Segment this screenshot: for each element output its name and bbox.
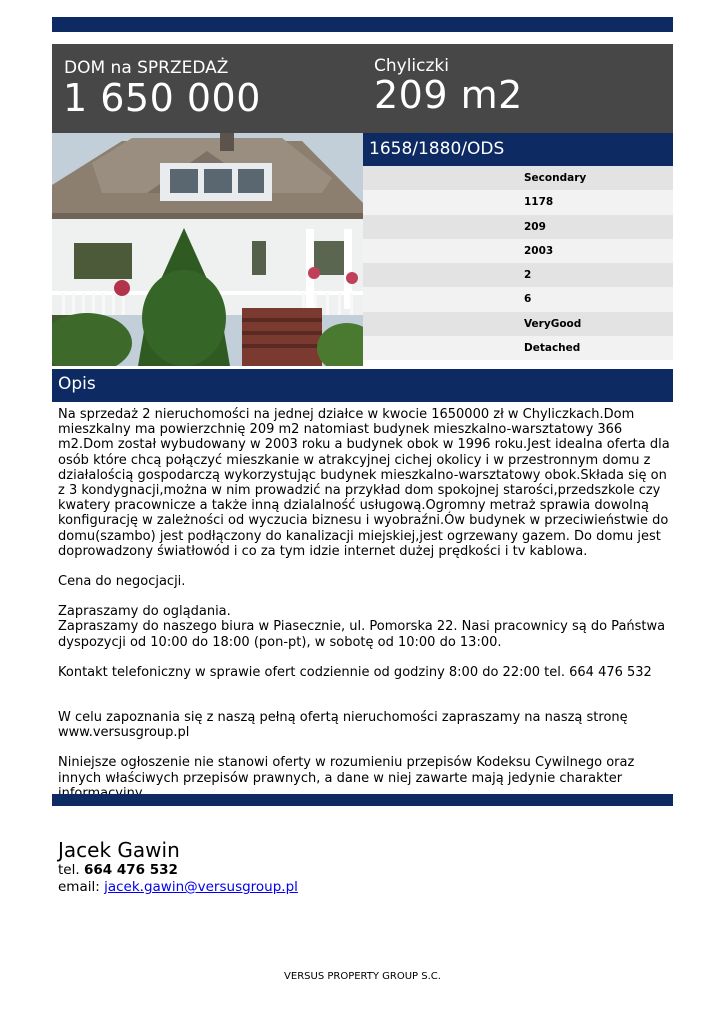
description-heading: Opis [52, 369, 673, 402]
house-photo-icon [52, 133, 363, 366]
agent-phone-line [58, 862, 298, 879]
description-paragraph: Zapraszamy do oglądania. [58, 604, 231, 620]
agent-email-line [58, 879, 298, 896]
description-disclaimer: Niniejsze ogłoszenie nie stanowi oferty w rozumieniu przepisów Kodeksu Cywilnego oraz innych właściwych przepisów prawnych, a dane w niej zawarte mają jedynie charakter [58, 755, 635, 786]
house-photo [52, 133, 363, 366]
property-row-plot-area: 1178 [363, 190, 673, 214]
listing-header [52, 44, 673, 133]
property-row-floors: 2 [363, 263, 673, 287]
footer-company: VERSUS PROPERTY GROUP S.C. [284, 971, 441, 982]
listing-location: Chyliczki [374, 56, 449, 76]
email-label: email: [58, 879, 100, 895]
description-paragraph: Kontakt telefoniczny w sprawie ofert codziennie od godziny 8:00 do 22:00 tel. 664 476 532 [58, 664, 652, 680]
agent-email-link[interactable]: jacek.gawin@versusgroup.pl [104, 879, 298, 895]
description-paragraph: Cena do negocjacji. [58, 574, 186, 590]
property-row-area: 209 [363, 215, 673, 239]
description-paragraph: W celu zapoznania się z naszą pełną ofertą nieruchomości zapraszamy na naszą stronę www.versusgroup.pl [58, 710, 628, 741]
property-row-rooms: 6 [363, 287, 673, 311]
listing-ref: 1658/1880/ODS [363, 133, 673, 166]
agent-name: Jacek Gawin [58, 838, 180, 862]
description-paragraph: Na sprzedaż 2 nieruchomości na jednej działce w kwocie 1650000 zł w Chyliczkach.Dom mieszkalny ma powierzchnię 209 m2 natomiast budynek mieszkalno-warsztatowy 366 m2.Dom został wybudowany w 2003 roku a budynek obok w 1996 roku.Jest idealna oferta dla osób które chcą połączyć mieszkanie w atrakcyjnej cichej okolicy i w przestronnym domu z działalością gospodarczą wykorzystując budynek mieszkalno-warsztatowy obok.Składa się on z 3 kondygnacji,można w nim prowadzić na przykład dom spokojnej starości,przedszkole czy kwatery pracownicze a także inną dzialalność usługową.Ogromny metraż sprawia dowolną konfigurację w zależności od wyczucia biznesu i wyobraźni.Ów budynek w przeciwieństwie do domu(szambo) jest podłączony do kanalizacji miejskiej,jest ogrzewany gazem. Do domu jest doprowadzony światłowód i co za tym idzie internet dużej prędkości i tv kablowa. [58, 407, 670, 559]
phone-label: tel. [58, 862, 80, 878]
bottom-accent-bar [52, 794, 673, 806]
listing-type: DOM na SPRZEDAŻ [64, 58, 229, 78]
agent-phone: 664 476 532 [83, 862, 178, 878]
listing-price: 1 650 000 [63, 76, 261, 120]
property-details-table [363, 166, 673, 360]
property-row-condition: VeryGood [363, 312, 673, 336]
description-body [58, 407, 670, 801]
description-paragraph: Zapraszamy do naszego biura w Piasecznie, ul. Pomorska 22. Nasi pracownicy są do Państwa dyspozycji od 10:00 do 18:00 (pon-pt), w sobotę od 10:00 do 13:00. [58, 619, 666, 650]
top-accent-bar [52, 17, 673, 32]
property-row-market: Secondary [363, 166, 673, 190]
agent-contact [58, 838, 298, 896]
property-row-year: 2003 [363, 239, 673, 263]
property-row-type: Detached [363, 336, 673, 360]
listing-area: 209 m2 [374, 73, 523, 117]
